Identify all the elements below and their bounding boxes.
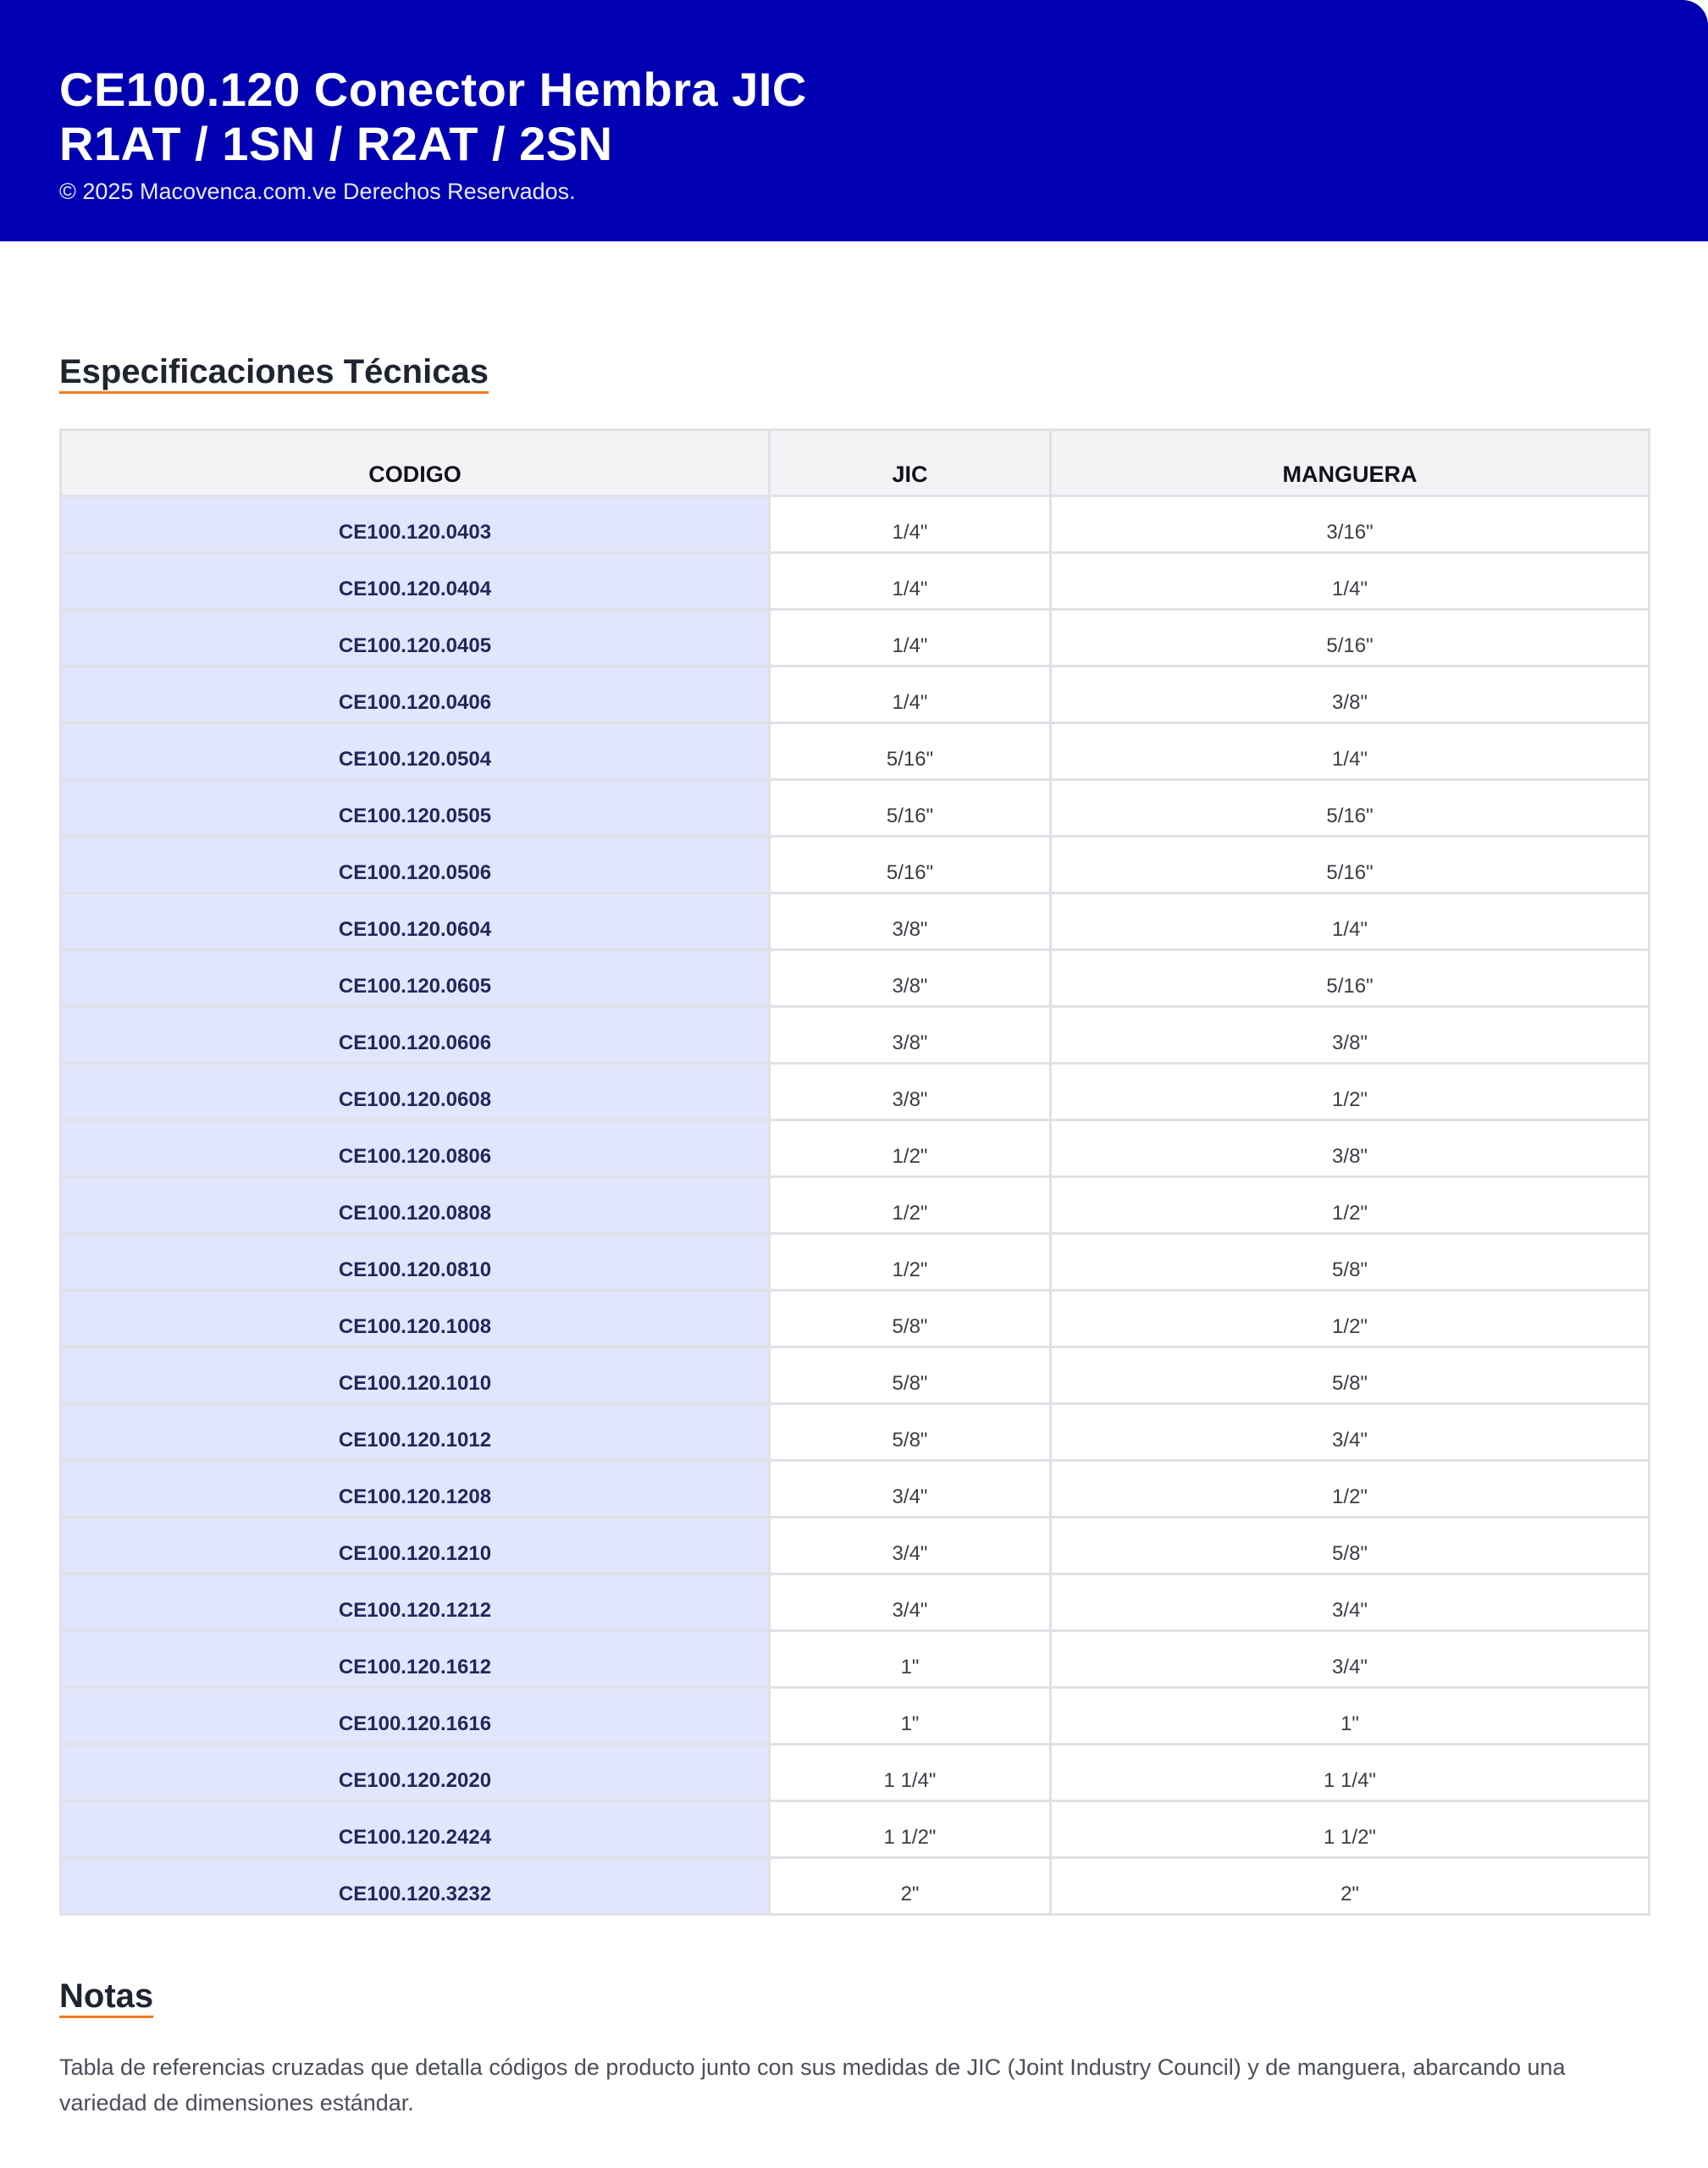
cell-jic: 5/8" [770, 1291, 1051, 1347]
cell-jic: 5/16" [770, 780, 1051, 837]
table-row [61, 950, 1650, 1007]
cell-codigo: CE100.120.1612 [61, 1631, 770, 1688]
table-row [61, 666, 1650, 723]
table-row [61, 1461, 1650, 1518]
cell-manguera: 1/4" [1051, 893, 1650, 950]
cell-manguera: 1 1/2" [1051, 1801, 1650, 1858]
cell-jic: 5/16" [770, 723, 1051, 780]
cell-jic: 1 1/4" [770, 1745, 1051, 1801]
cell-manguera: 2" [1051, 1858, 1650, 1915]
cell-manguera: 3/4" [1051, 1574, 1650, 1631]
page-header [0, 0, 1708, 241]
cell-codigo: CE100.120.0810 [61, 1234, 770, 1291]
table-row [61, 837, 1650, 893]
table-row [61, 1177, 1650, 1234]
cell-codigo: CE100.120.0506 [61, 837, 770, 893]
table-row [61, 1858, 1650, 1915]
cell-codigo: CE100.120.1616 [61, 1688, 770, 1745]
cell-manguera: 3/8" [1051, 666, 1650, 723]
specs-table [59, 429, 1650, 1916]
cell-codigo: CE100.120.2424 [61, 1801, 770, 1858]
table-row [61, 1064, 1650, 1120]
cell-manguera: 3/4" [1051, 1631, 1650, 1688]
cell-jic: 1/4" [770, 610, 1051, 666]
specs-table-container [59, 429, 1648, 1916]
cell-manguera: 1/2" [1051, 1064, 1650, 1120]
cell-manguera: 1/2" [1051, 1177, 1650, 1234]
cell-jic: 3/8" [770, 1007, 1051, 1064]
table-row [61, 1801, 1650, 1858]
table-row [61, 1631, 1650, 1688]
cell-jic: 1" [770, 1688, 1051, 1745]
cell-codigo: CE100.120.0608 [61, 1064, 770, 1120]
table-row [61, 723, 1650, 780]
cell-jic: 5/8" [770, 1347, 1051, 1404]
cell-codigo: CE100.120.1010 [61, 1347, 770, 1404]
cell-codigo: CE100.120.0403 [61, 496, 770, 553]
cell-codigo: CE100.120.0808 [61, 1177, 770, 1234]
table-row [61, 496, 1650, 553]
page-title-line-1: CE100.120 Conector Hembra JIC [59, 63, 807, 116]
table-row [61, 1347, 1650, 1404]
cell-manguera: 1" [1051, 1688, 1650, 1745]
table-row [61, 1404, 1650, 1461]
cell-codigo: CE100.120.0604 [61, 893, 770, 950]
cell-jic: 1/2" [770, 1177, 1051, 1234]
cell-codigo: CE100.120.1212 [61, 1574, 770, 1631]
cell-codigo: CE100.120.0806 [61, 1120, 770, 1177]
cell-codigo: CE100.120.1210 [61, 1518, 770, 1574]
column-header-codigo: CODIGO [61, 430, 770, 496]
cell-manguera: 1 1/4" [1051, 1745, 1650, 1801]
cell-jic: 1 1/2" [770, 1801, 1051, 1858]
cell-jic: 5/16" [770, 837, 1051, 893]
table-row [61, 893, 1650, 950]
cell-codigo: CE100.120.2020 [61, 1745, 770, 1801]
column-header-manguera: MANGUERA [1051, 430, 1650, 496]
cell-manguera: 5/8" [1051, 1518, 1650, 1574]
table-row [61, 1574, 1650, 1631]
cell-jic: 3/8" [770, 893, 1051, 950]
table-row [61, 1291, 1650, 1347]
cell-jic: 1/2" [770, 1234, 1051, 1291]
cell-manguera: 3/16" [1051, 496, 1650, 553]
table-header-row [61, 430, 1650, 496]
table-row [61, 1745, 1650, 1801]
cell-codigo: CE100.120.0605 [61, 950, 770, 1007]
table-row [61, 1688, 1650, 1745]
specs-table-body [61, 496, 1650, 1915]
cell-codigo: CE100.120.0606 [61, 1007, 770, 1064]
table-row [61, 610, 1650, 666]
cell-codigo: CE100.120.1008 [61, 1291, 770, 1347]
cell-manguera: 1/4" [1051, 553, 1650, 610]
copyright-notice: © 2025 Macovenca.com.ve Derechos Reservados. [59, 179, 576, 204]
table-row [61, 1518, 1650, 1574]
cell-jic: 3/4" [770, 1518, 1051, 1574]
cell-manguera: 5/16" [1051, 837, 1650, 893]
cell-jic: 1/2" [770, 1120, 1051, 1177]
cell-manguera: 3/8" [1051, 1120, 1650, 1177]
notes-text: Tabla de referencias cruzadas que detalla códigos de producto junto con sus medidas de JIC (Joint Industry Council) y de manguera, abarcando una variedad de dimensiones estándar. [59, 2055, 1566, 2115]
table-row [61, 553, 1650, 610]
cell-jic: 3/8" [770, 950, 1051, 1007]
page-title-line-2: R1AT / 1SN / R2AT / 2SN [59, 117, 613, 170]
cell-manguera: 1/2" [1051, 1461, 1650, 1518]
cell-codigo: CE100.120.0505 [61, 780, 770, 837]
cell-codigo: CE100.120.0406 [61, 666, 770, 723]
cell-jic: 3/8" [770, 1064, 1051, 1120]
cell-manguera: 5/16" [1051, 610, 1650, 666]
table-row [61, 1120, 1650, 1177]
column-header-jic: JIC [770, 430, 1051, 496]
cell-jic: 5/8" [770, 1404, 1051, 1461]
cell-codigo: CE100.120.1012 [61, 1404, 770, 1461]
table-row [61, 780, 1650, 837]
cell-jic: 3/4" [770, 1461, 1051, 1518]
cell-jic: 3/4" [770, 1574, 1051, 1631]
cell-codigo: CE100.120.3232 [61, 1858, 770, 1915]
cell-manguera: 5/8" [1051, 1347, 1650, 1404]
cell-manguera: 1/4" [1051, 723, 1650, 780]
table-row [61, 1007, 1650, 1064]
cell-jic: 2" [770, 1858, 1051, 1915]
cell-jic: 1/4" [770, 553, 1051, 610]
cell-manguera: 5/8" [1051, 1234, 1650, 1291]
cell-manguera: 1/2" [1051, 1291, 1650, 1347]
cell-codigo: CE100.120.1208 [61, 1461, 770, 1518]
specs-section-title: Especificaciones Técnicas [59, 352, 489, 394]
notes-section-title: Notas [59, 1977, 153, 2018]
cell-jic: 1" [770, 1631, 1051, 1688]
cell-jic: 1/4" [770, 666, 1051, 723]
cell-jic: 1/4" [770, 496, 1051, 553]
cell-codigo: CE100.120.0504 [61, 723, 770, 780]
table-row [61, 1234, 1650, 1291]
cell-manguera: 5/16" [1051, 950, 1650, 1007]
cell-manguera: 3/4" [1051, 1404, 1650, 1461]
cell-codigo: CE100.120.0405 [61, 610, 770, 666]
cell-manguera: 5/16" [1051, 780, 1650, 837]
cell-codigo: CE100.120.0404 [61, 553, 770, 610]
cell-manguera: 3/8" [1051, 1007, 1650, 1064]
